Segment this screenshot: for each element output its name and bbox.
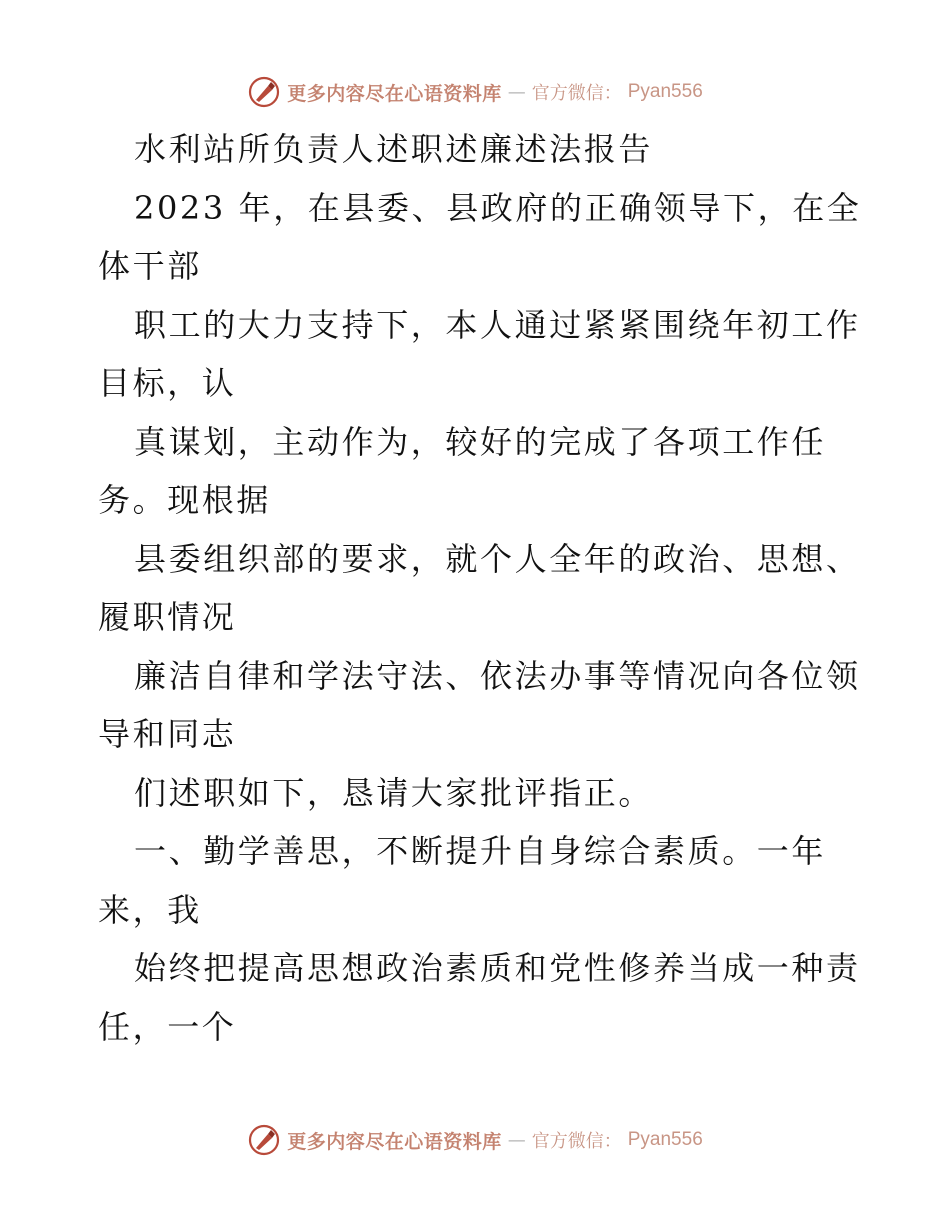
watermark-wechat-label: 官方微信： (531, 83, 622, 104)
watermark-brand-text: 更多内容尽在心语资料库 (287, 82, 502, 105)
watermark-dash: — (507, 81, 526, 103)
text-line: 真谋划，主动作为，较好的完成了各项工作任 (134, 422, 827, 461)
text-line: 体干部 (98, 247, 202, 285)
footer-watermark (0, 1120, 950, 1160)
document-title: 水利站所负责人述职述廉述法报告 (134, 130, 654, 168)
text-line: 县委组织部的要求，就个人全年的政治、思想、 (134, 539, 861, 578)
text-line: 务。现根据 (98, 481, 272, 519)
watermark-brand-text: 更多内容尽在心语资料库 (287, 1130, 502, 1153)
text-line: 廉洁自律和学法守法、依法办事等情况向各位领 (134, 656, 861, 695)
document-body (98, 120, 862, 1056)
watermark-wechat-id: Pyan556 (627, 81, 703, 102)
text-line: 导和同志 (98, 715, 237, 753)
watermark-dash: — (507, 1129, 526, 1151)
watermark-wechat-id: Pyan556 (627, 1129, 703, 1150)
text-line: 们述职如下，恳请大家批评指正。 (134, 773, 654, 812)
text-line: 履职情况 (98, 598, 237, 636)
pen-nib-circle-icon (247, 1123, 281, 1157)
text-line: 来，我 (98, 890, 202, 929)
section-heading-line: 一、勤学善思，不断提升自身综合素质。一年 (134, 832, 827, 870)
text-line: 任，一个 (98, 1007, 237, 1046)
text-line: 职工的大力支持下，本人通过紧紧围绕年初工作 (134, 305, 861, 344)
pen-nib-circle-icon (247, 75, 281, 109)
text-line: 2023 年，在县委、县政府的正确领导下，在全 (134, 188, 862, 227)
text-line: 目标，认 (98, 364, 237, 402)
text-line: 始终把提高思想政治素质和党性修养当成一种责 (134, 949, 861, 987)
watermark-wechat-label: 官方微信： (531, 1131, 622, 1152)
header-watermark (0, 72, 950, 112)
